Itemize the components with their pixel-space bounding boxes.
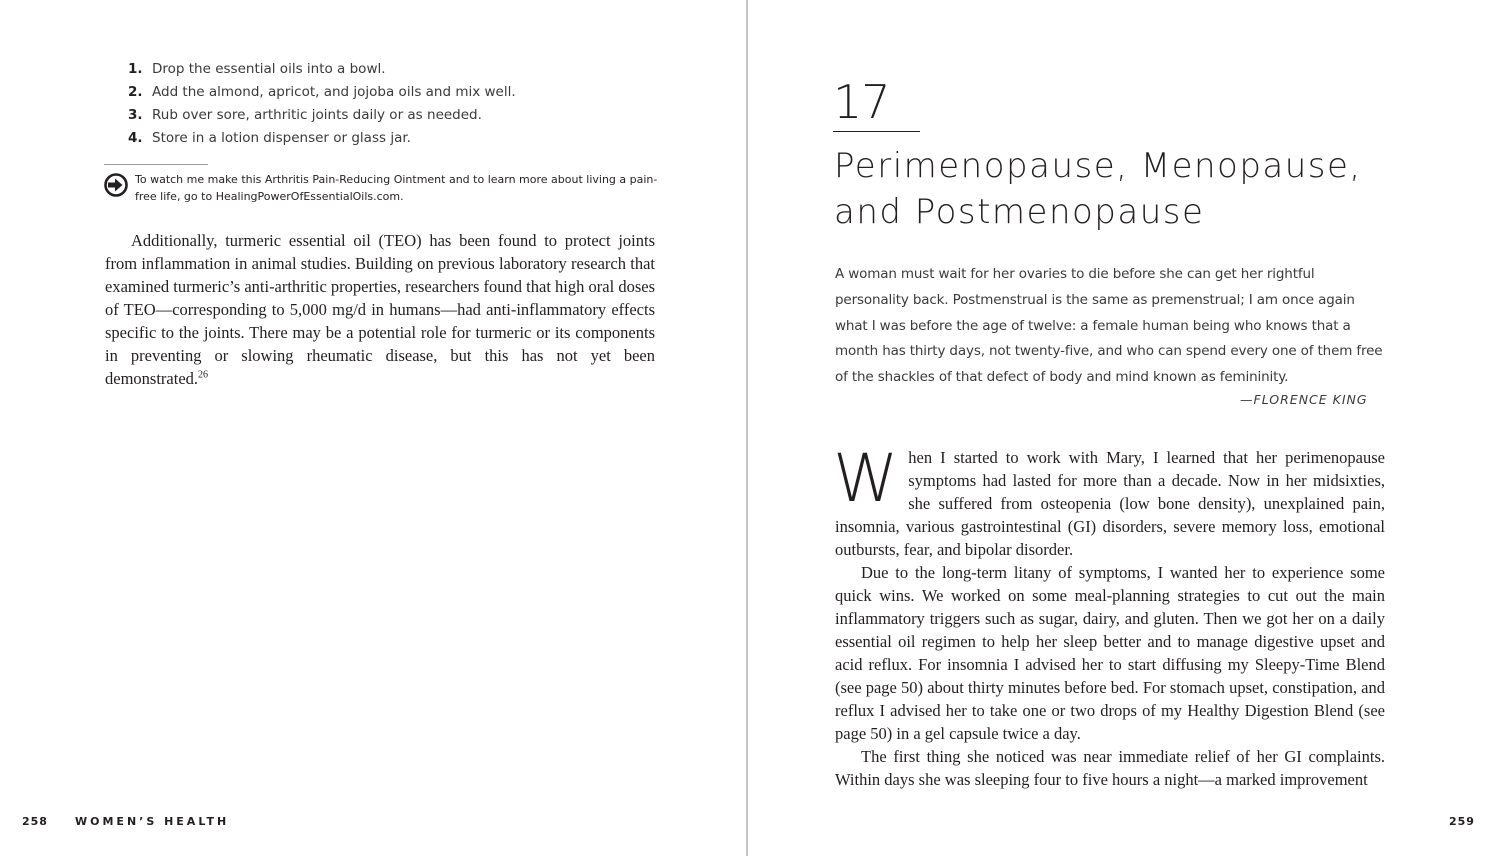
step-number: 2. [128,84,143,100]
callout-text [135,171,660,205]
step-text: Drop the essential oils into a bowl. [152,61,386,77]
step-number: 1. [128,61,143,77]
callout-divider [104,164,208,165]
arrow-right-circle-icon [104,173,128,197]
step-text: Rub over sore, arthritic joints daily or as needed. [152,107,482,123]
paragraph-text: Additionally, turmeric essential oil (TEO) has been found to protect joints from inflammation in animal studies. Building on previous laboratory research that examined turmeric’s anti-arthritic properties, researchers found that high oral doses of TEO—corresponding to 5,000 mg/d in humans—had anti-inflammatory effects specific to the joints. There may be a potential role for turmeric or its components in preventing or slowing rheumatic disease, but this has not yet been demonstrated. [105,231,655,388]
body-paragraph: hen I started to work with Mary, I learned that her perimenopause symptoms had lasted for more than a decade. Now in her midsixties, she suffered from osteopenia (low bone density), unexplained pain, insomnia, various gastrointestinal (GI) disorders, severe memory loss, emotional outbursts, fear, and bipolar disorder. [835,448,1385,559]
chapter-title: Perimenopause, Menopause, and Postmenopause [834,146,1362,232]
chapter-rule [833,131,920,132]
book-gutter [746,0,748,856]
drop-cap: W [833,440,899,517]
recipe-steps [128,58,516,150]
chapter-number: 17 [833,75,890,129]
page-number-left: 258 [22,815,48,828]
step-item [128,58,516,81]
left-page [0,0,746,856]
epigraph: A woman must wait for her ovaries to die before she can get her rightful personality back. Postmenstrual is the same as premenstrual; I am once again what I was before the age of twelve: a female human being who knows that a month has thirty days, not twenty-five, and who can spend every one of them free of the shackles of that defect of body and mind known as femininity. [835,266,1383,386]
body-paragraph: The first thing she noticed was near immediate relief of her GI complaints. Within days she was sleeping four to five hours a night—a marked improvement [835,747,1385,789]
step-item [128,104,516,127]
turmeric-paragraph [105,229,655,390]
step-item [128,81,516,104]
step-item [128,127,516,150]
chapter-body [833,440,1385,791]
callout-text-before: To watch me make this Arthritis Pain-Reducing Ointment and to learn more about living a pain-free life, go to [135,173,658,203]
footnote-ref[interactable]: 26 [198,369,209,381]
step-number: 4. [128,130,143,146]
callout-text-after: . [400,190,404,203]
running-head: WOMEN’S HEALTH [75,815,230,828]
step-text: Add the almond, apricot, and jojoba oils and mix well. [152,84,516,100]
step-text: Store in a lotion dispenser or glass jar. [152,130,411,146]
epigraph-attribution: —FLORENCE KING [1240,392,1368,407]
page-number-right: 259 [1449,815,1475,828]
callout-link[interactable]: HealingPowerOfEssentialOils.com [215,190,401,203]
body-paragraph: Due to the long-term litany of symptoms, I wanted her to experience some quick wins. We worked on some meal-planning strategies to cut out the main inflammatory triggers such as sugar, dairy, and gluten. Then we got her on a daily essential oil regimen to help her sleep better and to manage digestive upset and acid reflux. For insomnia I advised her to start diffusing my Sleepy-Time Blend (see page 50) about thirty minutes before bed. For stomach upset, constipation, and reflux I advised her to take one or two drops of my Healthy Digestion Blend (see page 50) in a gel capsule twice a day. [835,563,1385,743]
step-number: 3. [128,107,143,123]
